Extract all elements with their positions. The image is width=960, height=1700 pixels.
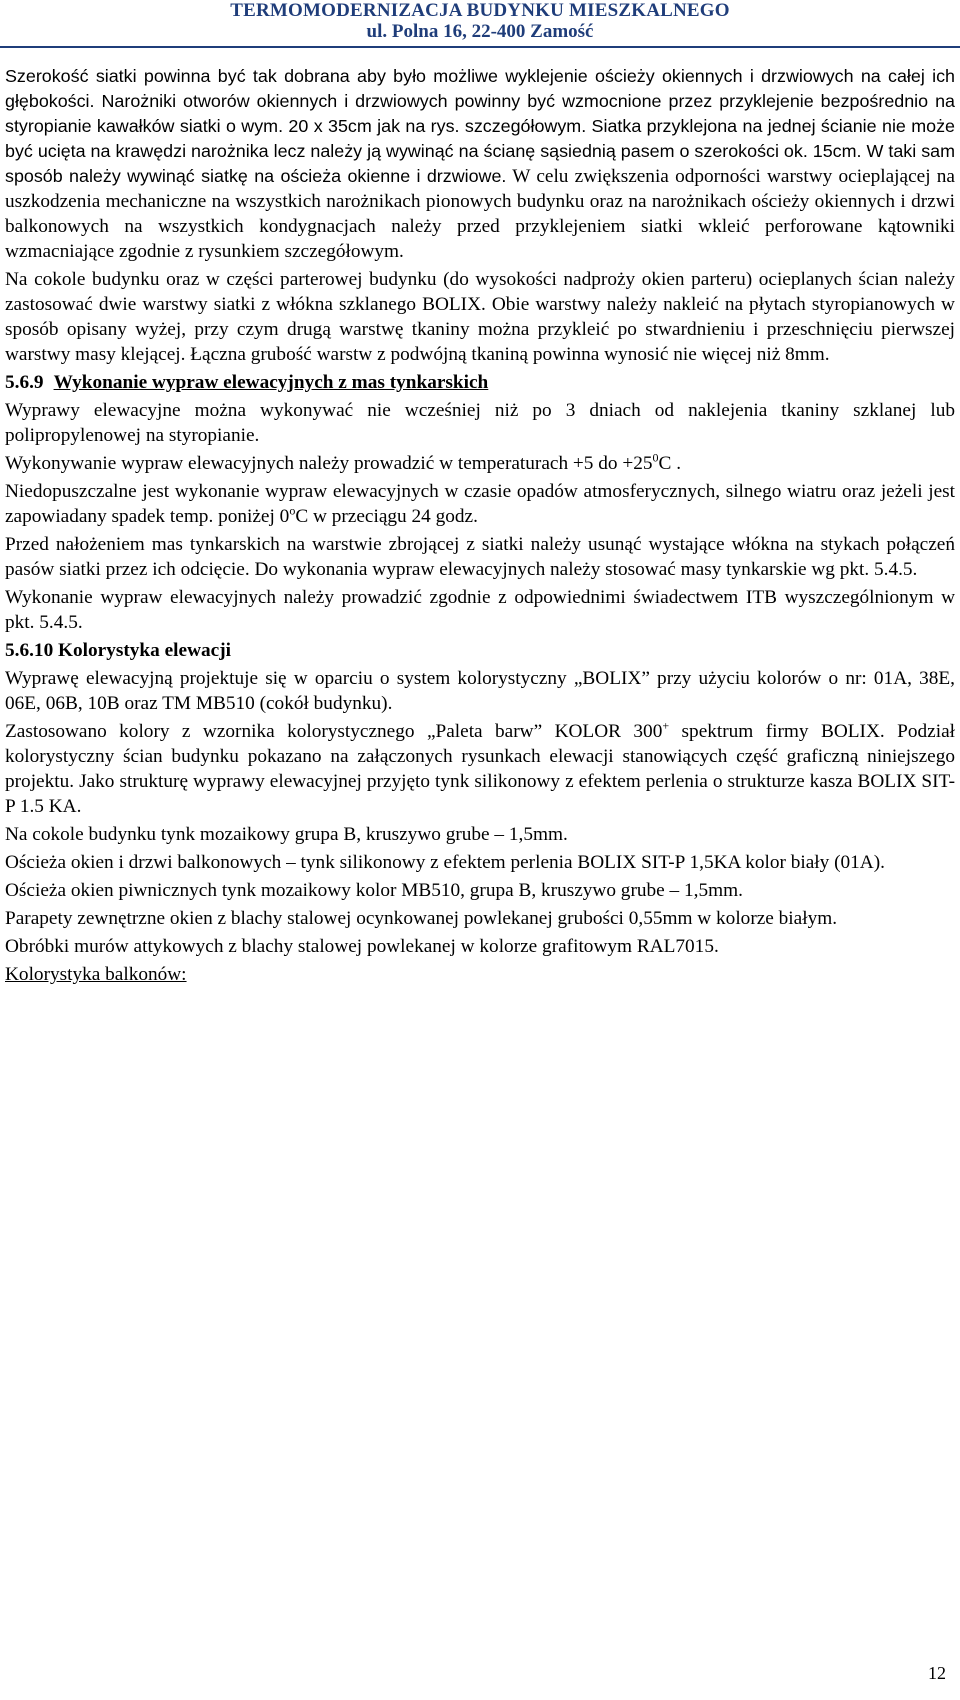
palette-text-end: spektrum firmy BOLIX. Podział kolorystyczny ścian budynku pokazano na załączonych rysunkach elewacji stanowiących część graficzną niniejszego projektu. Jako strukturę wyprawy elewacyjnej przyjęto tynk silikonowy z efektem perlenia o strukturze kasza BOLIX SIT-P 1.5 KA. (5, 721, 955, 817)
page-header (0, 0, 960, 46)
palette-text: Zastosowano kolory z wzornika kolorystycznego „Paleta barw” KOLOR 300 (5, 721, 663, 742)
paragraph-temperature (5, 451, 955, 476)
section-title: Wykonanie wypraw elewacyjnych z mas tynkarskich (53, 372, 489, 393)
paragraph-mesh-sans-text: Szerokość siatki powinna być tak dobrana aby było możliwe wyklejenie ościeży okiennych i drzwiowych na całej ich głębokości. Narożniki otworów okiennych i drzwiowych powinny być wzmocnione przez przyklejenie bezpośrednio na styropianie kawałków siatki o wym. 20 x 35cm jak na rys. szczegółowym. Siatka przyklejona na jednej ścianie nie może być ucięta na krawędzi narożnika lecz należy ją wywinąć na ścianę sąsiednią pasem o szerokości ok. 15cm. W taki sam sposób należy wywinąć siatkę na ościeża okienne i drzwiowe. (5, 66, 955, 186)
temp-superscript: 0 (652, 450, 659, 465)
temp-unit: C . (658, 453, 682, 474)
paragraph-mesh-serif-text: W celu zwiększenia odporności warstwy ocieplającej na uszkodzenia mechaniczne na wszystkich narożnikach pionowych budynku oraz na narożnikach ościeży okiennych i drzwi balkonowych na wszystkich kondygnacjach należy przed przyklejeniem siatki wkleić perforowane kątowniki wzmacniające zgodnie z rysunkiem szczegółowym. (5, 166, 955, 262)
header-address: ul. Polna 16, 22-400 Zamość (366, 21, 594, 42)
paragraph-palette (5, 719, 955, 819)
section-heading-5-6-9 (5, 370, 955, 395)
section-number: 5.6.9 (5, 372, 44, 393)
weather-text: Niedopuszczalne jest wykonanie wypraw elewacyjnych w czasie opadów atmosferycznych, silnego wiatru oraz jeżeli jest zapowiadany spadek temp. poniżej 0 (5, 481, 955, 527)
header-divider (0, 46, 960, 48)
header-title: TERMOMODERNIZACJA BUDYNKU MIESZKALNEGO (230, 0, 730, 21)
temp-text: Wykonywanie wypraw elewacyjnych należy prowadzić w temperaturach +5 do +25 (5, 453, 653, 474)
balcony-colors-heading: Kolorystyka balkonów: (5, 964, 187, 985)
paragraph-window-reveals: Ościeża okien i drzwi balkonowych – tynk silikonowy z efektem perlenia BOLIX SIT-P 1,5KA kolor biały (01A). (5, 852, 885, 873)
paragraph-sills: Parapety zewnętrzne okien z blachy stalowej ocynkowanej powlekanej grubości 0,55mm w kolorze białym. (5, 908, 838, 929)
paragraph-itb: Wykonanie wypraw elewacyjnych należy prowadzić zgodnie z odpowiednimi świadectwem ITB wyszczególnionym w pkt. 5.4.5. (5, 587, 955, 633)
palette-superscript: + (662, 718, 670, 733)
paragraph-plinth-plaster: Na cokole budynku tynk mozaikowy grupa B, kruszywo grube – 1,5mm. (5, 824, 568, 845)
weather-text-end: C w przeciągu 24 godz. (295, 506, 478, 527)
paragraph-mesh (5, 64, 955, 264)
paragraph-timing: Wyprawy elewacyjne można wykonywać nie wcześniej niż po 3 dniach od naklejenia tkaniny szklanej lub polipropylenowej na styropianie. (5, 400, 955, 446)
paragraph-plinth: Na cokole budynku oraz w części parterowej budynku (do wysokości nadproży okien parteru) ocieplanych ścian należy zastosować dwie warstwy siatki z włókna szklanego BOLIX. Obie warstwy należy nakleić na płytach styropianowych w sposób opisany wyżej, przy czym drugą warstwę tkaniny można przykleić po stwardnieniu i przeschnięciu pierwszej warstwy masy klejącej. Łączna grubość warstw z podwójną tkaniną powinna wynosić nie więcej niż 8mm. (5, 269, 955, 365)
paragraph-basement-reveals: Ościeża okien piwnicznych tynk mozaikowy kolor MB510, grupa B, kruszywo grube – 1,5mm. (5, 880, 743, 901)
paragraph-fibers: Przed nałożeniem mas tynkarskich na warstwie zbrojącej z siatki należy usunąć wystające włókna na stykach połączeń pasów siatki przez ich odcięcie. Do wykonania wypraw elewacyjnych należy stosować masy tynkarskie wg pkt. 5.4.5. (5, 534, 955, 580)
paragraph-colors: Wyprawę elewacyjną projektuje się w oparciu o system kolorystyczny „BOLIX” przy użyciu kolorów o nr: 01A, 38E, 06E, 06B, 10B oraz TM MB510 (cokół budynku). (5, 668, 955, 714)
document-body (5, 64, 955, 990)
page-number: 12 (928, 1663, 946, 1683)
weather-superscript: o (289, 503, 296, 518)
paragraph-attic-flashing: Obróbki murów attykowych z blachy stalowej powlekanej w kolorze grafitowym RAL7015. (5, 936, 719, 957)
paragraph-weather (5, 479, 955, 529)
section-heading-5-6-10: 5.6.10 Kolorystyka elewacji (5, 640, 231, 661)
